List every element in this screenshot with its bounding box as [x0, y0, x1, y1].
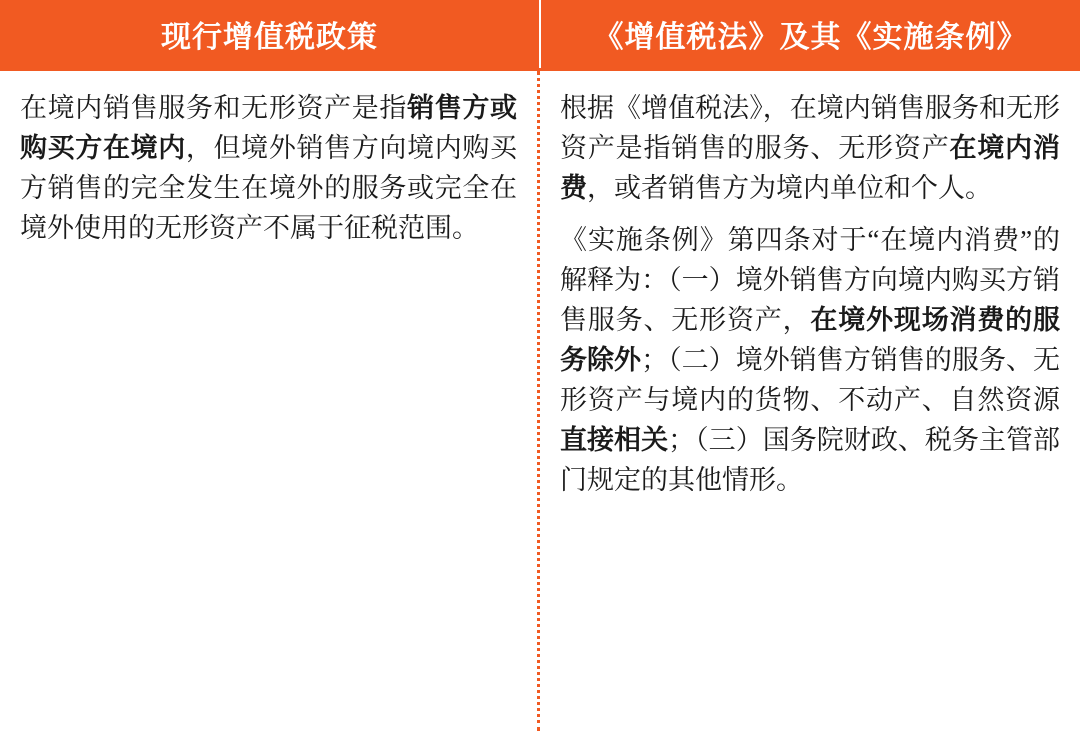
body-text: ，或者销售方为境内单位和个人。 — [587, 172, 992, 203]
emphasis-text: 在境内消费 — [560, 132, 1061, 203]
body-text: ，但境外销售方向境内购买方销售的完全发生在境外的服务或完全在境外使用的无形资产不属于征税范围。 — [20, 132, 518, 243]
body-text: ；（三）国务院财政、税务主管部门规定的其他情形。 — [560, 424, 1061, 495]
emphasis-text: 直接相关 — [560, 424, 669, 455]
table-header-label-right: 《增值税法》及其《实施条例》 — [593, 21, 1028, 54]
table-header-cell-vat-law — [541, 0, 1080, 68]
body-text: ；（二）境外销售方销售的服务、无形资产与境内的货物、不动产、自然资源 — [560, 344, 1061, 415]
paragraph — [560, 221, 1060, 501]
table-header-cell-current-policy — [0, 0, 541, 68]
body-text: 在境内销售服务和无形资产是指 — [20, 93, 408, 123]
table-body-row — [0, 68, 1080, 731]
table-header-label-left: 现行增值税政策 — [161, 21, 378, 54]
emphasis-text: 在境外现场消费的服务除外 — [560, 304, 1061, 375]
paragraph — [20, 89, 517, 249]
paragraph — [560, 89, 1060, 209]
table-header-row — [0, 0, 1080, 68]
table-cell-current-policy — [0, 71, 540, 731]
body-text: 根据《增值税法》，在境内销售服务和无形资产是指销售的服务、无形资产 — [560, 93, 1060, 163]
emphasis-text: 销售方或购买方在境内 — [20, 93, 518, 163]
body-text: 《实施条例》第四条对于“在境内消费”的解释为：（一）境外销售方向境内购买方销售服务、无形资产， — [560, 224, 1060, 335]
table-cell-vat-law — [540, 71, 1080, 731]
